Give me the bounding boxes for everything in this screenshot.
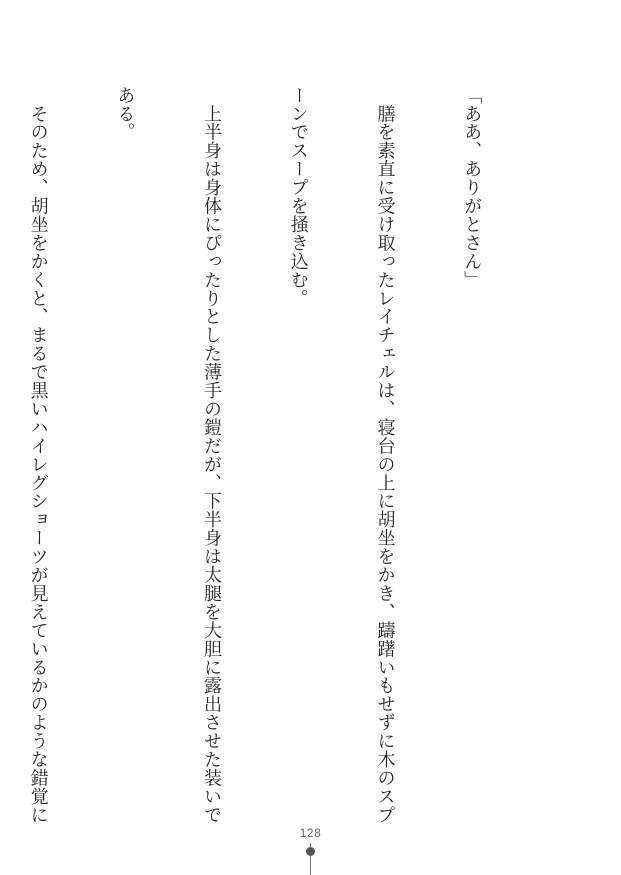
text-line: 上半身は身体にぴったりとした薄手の鎧だが、下半身は太腿を大胆に露出させた装いで: [201, 86, 223, 824]
text-line: ーンでスープを掻き込む。: [287, 86, 309, 308]
novel-text-block: [27, 86, 543, 824]
page-marker-dot-icon: [306, 847, 315, 856]
text-line: そのため、胡坐をかくと、まるで黒いハイレグショーツが見えているかのような錯覚に: [27, 86, 49, 824]
text-line: 「ああ、ありがとさん」: [461, 86, 483, 289]
page-number: 128: [299, 826, 322, 840]
text-line: ある。: [114, 86, 136, 142]
text-line: 膳を素直に受け取ったレイチェルは、寝台の上に胡坐をかき、躊躇いもせずに木のスプ: [374, 86, 396, 824]
